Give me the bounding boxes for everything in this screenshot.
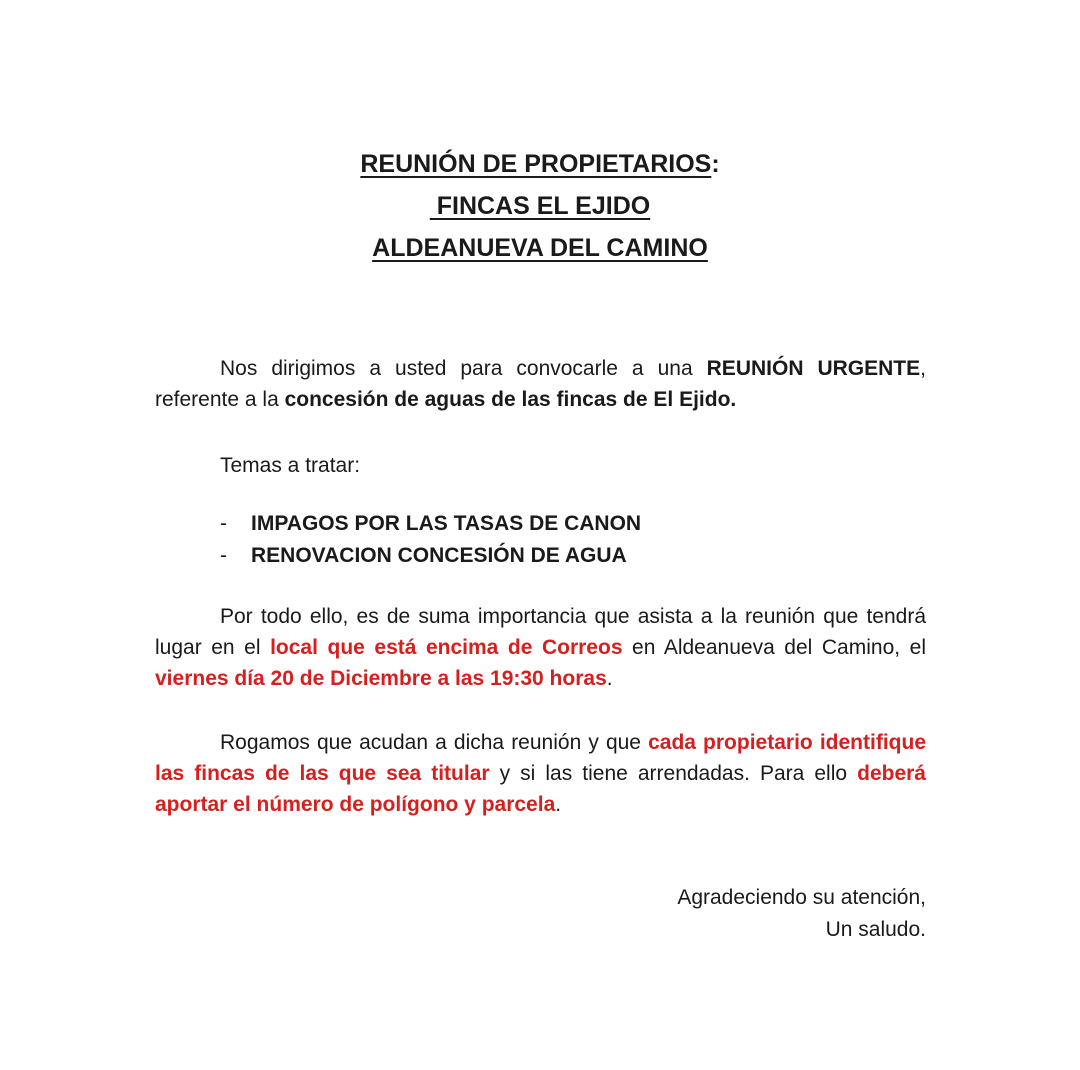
meeting-datetime: viernes día 20 de Diciembre a las 19:30 horas — [155, 667, 607, 690]
list-item — [155, 508, 926, 540]
meeting-place: local que está encima de Correos — [270, 636, 623, 659]
meeting-text-1: Por todo ello, es de suma importancia que asista a la reunión que tendrá lugar en el — [155, 605, 926, 659]
topics-list — [155, 508, 926, 572]
meeting-text-2: en Aldeanueva del Camino, el — [622, 636, 926, 659]
closing-line-2: Un saludo. — [825, 918, 926, 941]
intro-paragraph — [155, 353, 926, 415]
title-line-3-text: ALDEANUEVA DEL CAMINO — [372, 234, 708, 262]
intro-text-2: , referente a la — [155, 357, 926, 411]
intro-bold-2: concesión de aguas de las fincas de El Ejido. — [284, 388, 737, 411]
request-paragraph — [155, 727, 926, 820]
request-text-2: y si las tiene arrendadas. Para ello — [489, 762, 858, 785]
list-item-text: IMPAGOS POR LAS TASAS DE CANON — [251, 512, 642, 535]
list-bullet: - — [220, 512, 227, 535]
list-item — [155, 540, 926, 572]
title-line-2 — [0, 185, 1080, 227]
request-highlight-2: deberá aportar el número de polígono y parcela — [155, 762, 926, 816]
title-line-2-text: FINCAS EL EJIDO — [429, 192, 651, 220]
list-item-text: RENOVACION CONCESIÓN DE AGUA — [251, 544, 627, 567]
list-bullet: - — [220, 544, 227, 567]
title-line-1 — [0, 143, 1080, 185]
title-line-3 — [0, 227, 1080, 269]
topics-label-paragraph — [155, 450, 926, 481]
meeting-text-3: . — [606, 667, 613, 690]
intro-bold-1: REUNIÓN URGENTE — [706, 357, 921, 380]
request-text-1: Rogamos que acudan a dicha reunión y que — [220, 731, 649, 754]
request-highlight-1: cada propietario identifique las fincas de las que sea titular — [155, 731, 926, 785]
closing-line-1: Agradeciendo su atención, — [677, 886, 926, 909]
document-title — [0, 143, 1080, 269]
request-text-3: . — [555, 793, 562, 816]
intro-text-1: Nos dirigimos a usted para convocarle a una — [220, 357, 707, 380]
topics-label: Temas a tratar: — [220, 454, 361, 477]
title-line-1-colon: : — [711, 150, 720, 178]
meeting-paragraph — [155, 601, 926, 694]
closing-block — [677, 882, 926, 946]
title-line-1-text: REUNIÓN DE PROPIETARIOS — [360, 150, 712, 178]
